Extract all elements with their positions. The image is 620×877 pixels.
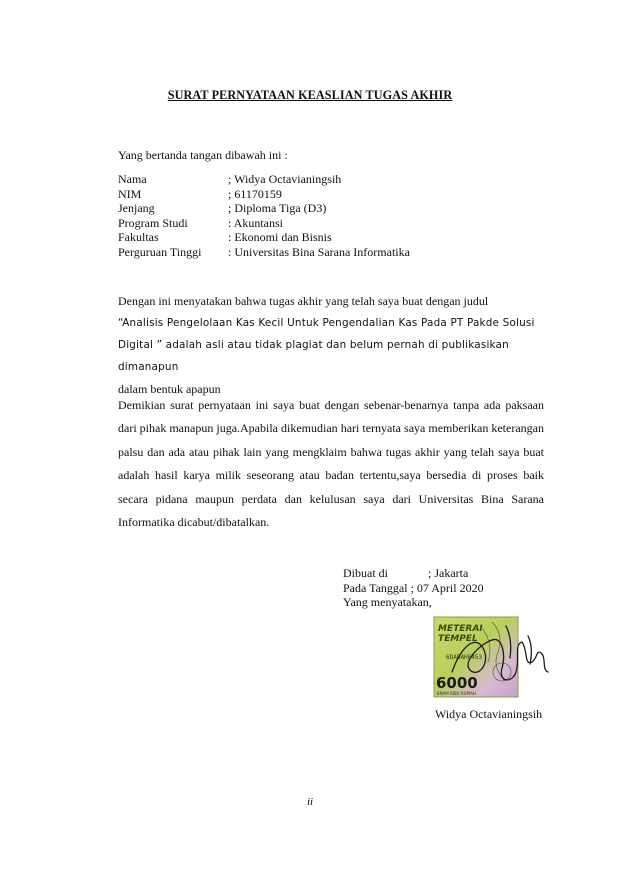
identity-value: : Akuntansi	[228, 215, 284, 230]
stamp-value: 6000	[436, 674, 478, 692]
identity-row-level	[118, 201, 410, 216]
declaration-line-4: dalam bentuk apapun	[118, 382, 221, 396]
made-in-row	[343, 566, 484, 581]
revenue-stamp-with-signature	[432, 614, 550, 700]
identity-row-nim	[118, 187, 410, 202]
declarer-label: Yang menyatakan,	[343, 595, 432, 610]
identity-label: Jenjang	[118, 201, 155, 216]
identity-row-name	[118, 172, 410, 187]
stamp-title: METERAI	[438, 624, 483, 634]
date-row	[343, 581, 484, 596]
closing-paragraph: Demikian surat pernyataan ini saya buat dengan sebenar-benarnya tanpa ada paksaan dari pihak manapun juga.Apabila dikemudian hari ternyata saya memberikan keterangan palsu dan ada atau pihak lain yang mengklaim bahwa tugas akhir yang telah saya buat adalah hasil karya milik seseorang atau badan tertentu,saya bersedia di proses baik secara pidana maupun perdata dan kelulusan saya dari Universitas Bina Sarana Informatika dicabut/dibatalkan.	[118, 398, 544, 530]
identity-label: Perguruan Tinggi	[118, 244, 202, 259]
identity-row-program	[118, 216, 410, 231]
identity-label: NIM	[118, 186, 142, 201]
identity-label: Program Studi	[118, 215, 188, 230]
identity-row-university	[118, 245, 410, 260]
identity-value: : Universitas Bina Sarana Informatika	[228, 244, 410, 259]
identity-label: Nama	[118, 172, 147, 186]
identity-table	[118, 172, 410, 260]
stamp-words: ENAM RIBU RUPIAH	[437, 691, 476, 696]
page-number: ii	[306, 796, 314, 808]
declaration-paragraph	[118, 290, 544, 400]
made-in-label: Dibuat di	[343, 566, 388, 580]
stamp-subtitle: TEMPEL	[438, 634, 478, 644]
identity-label: Fakultas	[118, 230, 159, 245]
identity-value: ; Widya Octavianingsih	[228, 172, 342, 186]
stamp-code: 6DADAHF453	[446, 654, 483, 661]
date-label: Pada Tanggal	[343, 580, 408, 595]
document-title: SURAT PERNYATAAN KEASLIAN TUGAS AKHIR	[167, 88, 453, 102]
intro-text: Yang bertanda tangan dibawah ini :	[118, 148, 288, 162]
declaration-line-1: Dengan ini menyatakan bahwa tugas akhir yang telah saya buat dengan judul	[118, 294, 489, 308]
identity-value: ; Diploma Tiga (D3)	[228, 201, 327, 216]
declaration-line-2: “Analisis Pengelolaan Kas Kecil Untuk Pengendalian Kas Pada PT Pakde Solusi	[118, 317, 535, 329]
signature-block	[343, 566, 484, 610]
signer-name: Widya Octavianingsih	[435, 707, 543, 721]
identity-value: ; 61170159	[228, 186, 282, 201]
identity-value: : Ekonomi dan Bisnis	[228, 230, 332, 245]
declaration-line-3: Digital ” adalah asli atau tidak plagiat dan belum pernah di publikasikan dimanapun	[118, 339, 509, 373]
made-in-value: ; Jakarta	[428, 566, 469, 580]
date-value: ; 07 April 2020	[410, 580, 484, 595]
identity-row-faculty	[118, 230, 410, 245]
